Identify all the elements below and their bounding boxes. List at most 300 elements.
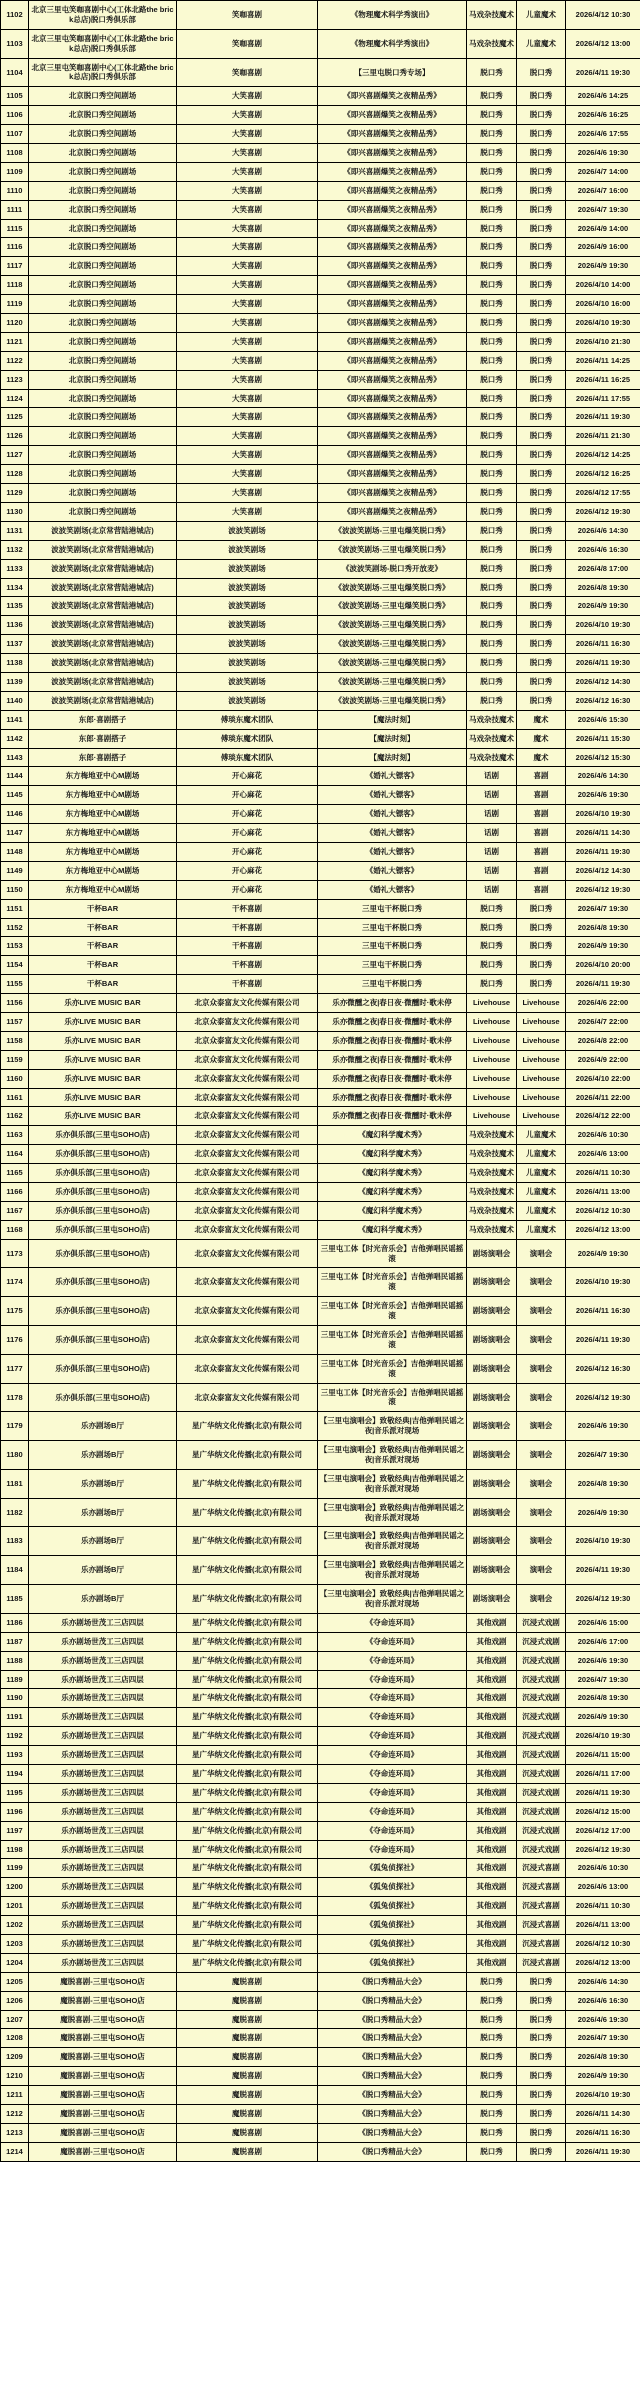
- cell-id: 1121: [1, 332, 29, 351]
- cell-subcategory: 脱口秀: [517, 1972, 566, 1991]
- cell-id: 1158: [1, 1031, 29, 1050]
- cell-title: 《夺命连环局》: [318, 1840, 467, 1859]
- cell-venue: 北京脱口秀空间剧场: [29, 238, 177, 257]
- cell-category: 脱口秀: [467, 956, 517, 975]
- table-row: [1, 1585, 640, 1614]
- cell-subcategory: 脱口秀: [517, 2104, 566, 2123]
- cell-id: 1179: [1, 1412, 29, 1441]
- cell-category: 剧场演唱会: [467, 1412, 517, 1441]
- cell-datetime: 2026/4/6 17:55: [566, 125, 640, 144]
- cell-title: 《魔幻科学魔术秀》: [318, 1201, 467, 1220]
- cell-id: 1168: [1, 1220, 29, 1239]
- table-row: [1, 1802, 640, 1821]
- cell-subcategory: 沉浸式戏剧: [517, 1708, 566, 1727]
- cell-category: 话剧: [467, 880, 517, 899]
- cell-organizer: 星广华纳文化传播(北京)有限公司: [177, 1498, 318, 1527]
- cell-organizer: 北京众泰富友文化传媒有限公司: [177, 994, 318, 1013]
- cell-category: 话剧: [467, 767, 517, 786]
- cell-venue: 乐亦剧场B厅: [29, 1556, 177, 1585]
- cell-subcategory: 脱口秀: [517, 1991, 566, 2010]
- cell-datetime: 2026/4/12 19:30: [566, 880, 640, 899]
- cell-datetime: 2026/4/11 14:25: [566, 351, 640, 370]
- cell-venue: 东方梅地亚中心M剧场: [29, 805, 177, 824]
- cell-title: 《即兴喜剧爆笑之夜精品秀》: [318, 125, 467, 144]
- cell-subcategory: 儿童魔术: [517, 1126, 566, 1145]
- table-row: [1, 1916, 640, 1935]
- cell-category: 脱口秀: [467, 389, 517, 408]
- cell-venue: 乐亦剧场B厅: [29, 1585, 177, 1614]
- cell-category: 脱口秀: [467, 144, 517, 163]
- table-row: [1, 162, 640, 181]
- table-row: [1, 1632, 640, 1651]
- cell-datetime: 2026/4/11 15:30: [566, 729, 640, 748]
- cell-title: 《脱口秀精品大会》: [318, 2048, 467, 2067]
- cell-title: 《波波笑剧场-三里屯爆笑脱口秀》: [318, 540, 467, 559]
- table-row: [1, 824, 640, 843]
- cell-venue: 乐亦剧场世茂工三店四层: [29, 1916, 177, 1935]
- table-row: [1, 710, 640, 729]
- cell-id: 1151: [1, 899, 29, 918]
- cell-id: 1133: [1, 559, 29, 578]
- cell-organizer: 开心麻花: [177, 767, 318, 786]
- cell-organizer: 星广华纳文化传播(北京)有限公司: [177, 1670, 318, 1689]
- table-row: [1, 389, 640, 408]
- cell-datetime: 2026/4/12 17:00: [566, 1821, 640, 1840]
- cell-id: 1156: [1, 994, 29, 1013]
- cell-organizer: 大笑喜剧: [177, 181, 318, 200]
- table-row: [1, 1145, 640, 1164]
- cell-subcategory: 脱口秀: [517, 2123, 566, 2142]
- cell-id: 1190: [1, 1689, 29, 1708]
- cell-datetime: 2026/4/11 16:30: [566, 635, 640, 654]
- cell-category: 脱口秀: [467, 219, 517, 238]
- cell-subcategory: Livehouse: [517, 1050, 566, 1069]
- cell-id: 1174: [1, 1268, 29, 1297]
- cell-subcategory: 脱口秀: [517, 2142, 566, 2161]
- cell-organizer: 大笑喜剧: [177, 332, 318, 351]
- cell-subcategory: Livehouse: [517, 994, 566, 1013]
- cell-id: 1211: [1, 2086, 29, 2105]
- cell-category: 脱口秀: [467, 484, 517, 503]
- cell-category: 脱口秀: [467, 125, 517, 144]
- table-row: [1, 918, 640, 937]
- cell-subcategory: 沉浸式喜剧: [517, 1953, 566, 1972]
- cell-category: 剧场演唱会: [467, 1354, 517, 1383]
- cell-venue: 乐亦LIVE MUSIC BAR: [29, 1107, 177, 1126]
- table-row: [1, 616, 640, 635]
- cell-subcategory: 沉浸式戏剧: [517, 1821, 566, 1840]
- cell-subcategory: 脱口秀: [517, 295, 566, 314]
- cell-id: 1147: [1, 824, 29, 843]
- cell-category: 脱口秀: [467, 332, 517, 351]
- cell-subcategory: 演唱会: [517, 1585, 566, 1614]
- cell-datetime: 2026/4/8 19:30: [566, 918, 640, 937]
- cell-datetime: 2026/4/10 14:00: [566, 276, 640, 295]
- cell-title: 《波波笑剧场-三里屯爆笑脱口秀》: [318, 521, 467, 540]
- cell-id: 1202: [1, 1916, 29, 1935]
- cell-category: 马戏杂技魔术: [467, 1, 517, 30]
- cell-venue: 魔脱喜剧-三里屯SOHO店: [29, 2048, 177, 2067]
- table-row: [1, 484, 640, 503]
- cell-category: 其他戏剧: [467, 1916, 517, 1935]
- table-row: [1, 1556, 640, 1585]
- performance-table-body: [1, 1, 640, 2162]
- cell-subcategory: 脱口秀: [517, 899, 566, 918]
- cell-datetime: 2026/4/9 19:30: [566, 597, 640, 616]
- cell-id: 1155: [1, 975, 29, 994]
- cell-venue: 乐亦剧场B厅: [29, 1527, 177, 1556]
- cell-organizer: 大笑喜剧: [177, 144, 318, 163]
- cell-subcategory: 喜剧: [517, 842, 566, 861]
- cell-datetime: 2026/4/9 19:30: [566, 257, 640, 276]
- cell-subcategory: 脱口秀: [517, 106, 566, 125]
- cell-subcategory: 脱口秀: [517, 578, 566, 597]
- cell-venue: 魔脱喜剧-三里屯SOHO店: [29, 2104, 177, 2123]
- cell-title: 《即兴喜剧爆笑之夜精品秀》: [318, 276, 467, 295]
- cell-venue: 东方梅地亚中心M剧场: [29, 880, 177, 899]
- cell-category: 脱口秀: [467, 616, 517, 635]
- cell-venue: 北京三里屯笑咖喜剧中心(工体北路the brick总店)脱口秀俱乐部: [29, 29, 177, 58]
- cell-datetime: 2026/4/11 17:55: [566, 389, 640, 408]
- cell-category: 脱口秀: [467, 87, 517, 106]
- cell-title: 《婚礼大镖客》: [318, 842, 467, 861]
- cell-organizer: 星广华纳文化传播(北京)有限公司: [177, 1746, 318, 1765]
- cell-category: Livehouse: [467, 1088, 517, 1107]
- cell-venue: 魔脱喜剧-三里屯SOHO店: [29, 2086, 177, 2105]
- table-row: [1, 2104, 640, 2123]
- cell-organizer: 笑咖喜剧: [177, 29, 318, 58]
- cell-title: 《婚礼大镖客》: [318, 805, 467, 824]
- cell-id: 1153: [1, 937, 29, 956]
- cell-datetime: 2026/4/11 14:30: [566, 824, 640, 843]
- cell-id: 1131: [1, 521, 29, 540]
- table-row: [1, 1031, 640, 1050]
- table-row: [1, 1689, 640, 1708]
- cell-title: 《夺命连环局》: [318, 1613, 467, 1632]
- cell-category: 话剧: [467, 786, 517, 805]
- cell-venue: 干杯BAR: [29, 899, 177, 918]
- cell-venue: 干杯BAR: [29, 975, 177, 994]
- cell-title: 《即兴喜剧爆笑之夜精品秀》: [318, 162, 467, 181]
- cell-organizer: 波波笑剧场: [177, 559, 318, 578]
- cell-datetime: 2026/4/12 16:30: [566, 691, 640, 710]
- cell-category: 脱口秀: [467, 351, 517, 370]
- cell-subcategory: 儿童魔术: [517, 29, 566, 58]
- cell-id: 1209: [1, 2048, 29, 2067]
- cell-datetime: 2026/4/10 19:30: [566, 314, 640, 333]
- cell-title: 《夺命连环局》: [318, 1764, 467, 1783]
- cell-venue: 乐亦俱乐部(三里屯SOHO店): [29, 1354, 177, 1383]
- cell-title: 《即兴喜剧爆笑之夜精品秀》: [318, 144, 467, 163]
- cell-organizer: 波波笑剧场: [177, 616, 318, 635]
- cell-id: 1184: [1, 1556, 29, 1585]
- cell-id: 1120: [1, 314, 29, 333]
- cell-venue: 东方梅地亚中心M剧场: [29, 861, 177, 880]
- cell-organizer: 星广华纳文化传播(北京)有限公司: [177, 1556, 318, 1585]
- cell-title: 乐亦微醺之夜|春日夜·微醺时·歌未停: [318, 994, 467, 1013]
- cell-id: 1148: [1, 842, 29, 861]
- cell-title: 《夺命连环局》: [318, 1821, 467, 1840]
- cell-title: 【魔法时刻】: [318, 748, 467, 767]
- cell-category: 脱口秀: [467, 2086, 517, 2105]
- cell-category: 剧场演唱会: [467, 1527, 517, 1556]
- cell-venue: 乐亦俱乐部(三里屯SOHO店): [29, 1326, 177, 1355]
- cell-subcategory: 脱口秀: [517, 370, 566, 389]
- table-row: [1, 332, 640, 351]
- cell-organizer: 傅琰东魔术团队: [177, 729, 318, 748]
- cell-category: 其他戏剧: [467, 1651, 517, 1670]
- cell-category: 剧场演唱会: [467, 1383, 517, 1412]
- cell-title: 《狐兔侦探社》: [318, 1878, 467, 1897]
- cell-datetime: 2026/4/11 19:30: [566, 842, 640, 861]
- cell-title: 《脱口秀精品大会》: [318, 1972, 467, 1991]
- table-row: [1, 1953, 640, 1972]
- cell-datetime: 2026/4/12 17:55: [566, 484, 640, 503]
- cell-subcategory: 演唱会: [517, 1268, 566, 1297]
- cell-organizer: 大笑喜剧: [177, 446, 318, 465]
- cell-venue: 北京脱口秀空间剧场: [29, 389, 177, 408]
- cell-id: 1173: [1, 1239, 29, 1268]
- cell-venue: 乐亦剧场世茂工三店四层: [29, 1632, 177, 1651]
- cell-venue: 乐亦俱乐部(三里屯SOHO店): [29, 1239, 177, 1268]
- cell-category: 其他戏剧: [467, 1613, 517, 1632]
- cell-venue: 北京脱口秀空间剧场: [29, 276, 177, 295]
- cell-category: 脱口秀: [467, 408, 517, 427]
- cell-organizer: 魔脱喜剧: [177, 1972, 318, 1991]
- cell-category: 脱口秀: [467, 521, 517, 540]
- cell-datetime: 2026/4/7 16:00: [566, 181, 640, 200]
- cell-datetime: 2026/4/6 16:30: [566, 1991, 640, 2010]
- cell-id: 1164: [1, 1145, 29, 1164]
- cell-title: 《即兴喜剧爆笑之夜精品秀》: [318, 465, 467, 484]
- cell-title: 三里屯干杯脱口秀: [318, 899, 467, 918]
- cell-title: 《脱口秀精品大会》: [318, 2029, 467, 2048]
- cell-venue: 乐亦俱乐部(三里屯SOHO店): [29, 1383, 177, 1412]
- cell-datetime: 2026/4/11 19:30: [566, 1326, 640, 1355]
- cell-venue: 波波笑剧场(北京常营陆港城店): [29, 597, 177, 616]
- cell-title: 《婚礼大镖客》: [318, 824, 467, 843]
- cell-subcategory: 喜剧: [517, 824, 566, 843]
- cell-category: 脱口秀: [467, 446, 517, 465]
- table-row: [1, 1107, 640, 1126]
- table-row: [1, 654, 640, 673]
- cell-datetime: 2026/4/11 16:30: [566, 2123, 640, 2142]
- cell-id: 1182: [1, 1498, 29, 1527]
- cell-organizer: 星广华纳文化传播(北京)有限公司: [177, 1441, 318, 1470]
- cell-organizer: 星广华纳文化传播(北京)有限公司: [177, 1934, 318, 1953]
- cell-datetime: 2026/4/11 10:30: [566, 1164, 640, 1183]
- table-row: [1, 1412, 640, 1441]
- cell-subcategory: 脱口秀: [517, 162, 566, 181]
- cell-organizer: 星广华纳文化传播(北京)有限公司: [177, 1897, 318, 1916]
- cell-organizer: 星广华纳文化传播(北京)有限公司: [177, 1783, 318, 1802]
- cell-datetime: 2026/4/12 15:30: [566, 748, 640, 767]
- table-row: [1, 29, 640, 58]
- cell-datetime: 2026/4/6 16:25: [566, 106, 640, 125]
- cell-subcategory: 脱口秀: [517, 540, 566, 559]
- cell-datetime: 2026/4/9 19:30: [566, 1498, 640, 1527]
- cell-datetime: 2026/4/10 19:30: [566, 2086, 640, 2105]
- cell-id: 1201: [1, 1897, 29, 1916]
- table-row: [1, 1708, 640, 1727]
- cell-title: 《脱口秀精品大会》: [318, 2086, 467, 2105]
- cell-organizer: 傅琰东魔术团队: [177, 710, 318, 729]
- cell-id: 1130: [1, 502, 29, 521]
- cell-organizer: 波波笑剧场: [177, 597, 318, 616]
- table-row: [1, 559, 640, 578]
- cell-organizer: 笑咖喜剧: [177, 1, 318, 30]
- cell-subcategory: 儿童魔术: [517, 1220, 566, 1239]
- cell-datetime: 2026/4/11 19:30: [566, 975, 640, 994]
- cell-id: 1135: [1, 597, 29, 616]
- cell-datetime: 2026/4/12 10:30: [566, 1201, 640, 1220]
- table-row: [1, 1239, 640, 1268]
- cell-id: 1212: [1, 2104, 29, 2123]
- cell-venue: 乐亦剧场B厅: [29, 1412, 177, 1441]
- cell-datetime: 2026/4/9 19:30: [566, 1708, 640, 1727]
- cell-subcategory: 脱口秀: [517, 691, 566, 710]
- cell-organizer: 干杯喜剧: [177, 937, 318, 956]
- table-row: [1, 106, 640, 125]
- cell-id: 1208: [1, 2029, 29, 2048]
- cell-subcategory: 沉浸式戏剧: [517, 1670, 566, 1689]
- cell-datetime: 2026/4/12 10:30: [566, 1, 640, 30]
- cell-datetime: 2026/4/10 19:30: [566, 1727, 640, 1746]
- table-row: [1, 1764, 640, 1783]
- cell-id: 1149: [1, 861, 29, 880]
- cell-venue: 魔脱喜剧-三里屯SOHO店: [29, 2142, 177, 2161]
- cell-title: 乐亦微醺之夜|春日夜·微醺时·歌未停: [318, 1107, 467, 1126]
- table-row: [1, 58, 640, 87]
- cell-category: 脱口秀: [467, 672, 517, 691]
- cell-id: 1197: [1, 1821, 29, 1840]
- cell-category: 剧场演唱会: [467, 1585, 517, 1614]
- table-row: [1, 219, 640, 238]
- cell-subcategory: 沉浸式喜剧: [517, 1934, 566, 1953]
- cell-category: 马戏杂技魔术: [467, 729, 517, 748]
- cell-organizer: 北京众泰富友文化传媒有限公司: [177, 1201, 318, 1220]
- cell-category: Livehouse: [467, 1069, 517, 1088]
- cell-venue: 乐亦剧场世茂工三店四层: [29, 1934, 177, 1953]
- cell-subcategory: 脱口秀: [517, 200, 566, 219]
- cell-venue: 干杯BAR: [29, 918, 177, 937]
- cell-venue: 乐亦剧场B厅: [29, 1498, 177, 1527]
- cell-category: 剧场演唱会: [467, 1297, 517, 1326]
- cell-category: 其他戏剧: [467, 1953, 517, 1972]
- table-row: [1, 2048, 640, 2067]
- table-row: [1, 502, 640, 521]
- cell-venue: 乐亦剧场世茂工三店四层: [29, 1651, 177, 1670]
- cell-title: 《夺命连环局》: [318, 1651, 467, 1670]
- cell-id: 1207: [1, 2010, 29, 2029]
- cell-venue: 北京三里屯笑咖喜剧中心(工体北路the brick总店)脱口秀俱乐部: [29, 58, 177, 87]
- cell-id: 1140: [1, 691, 29, 710]
- cell-venue: 魔脱喜剧-三里屯SOHO店: [29, 2067, 177, 2086]
- cell-datetime: 2026/4/7 19:30: [566, 2029, 640, 2048]
- cell-title: 《婚礼大镖客》: [318, 861, 467, 880]
- cell-organizer: 星广华纳文化传播(北京)有限公司: [177, 1469, 318, 1498]
- cell-datetime: 2026/4/10 21:30: [566, 332, 640, 351]
- cell-id: 1162: [1, 1107, 29, 1126]
- cell-id: 1129: [1, 484, 29, 503]
- cell-venue: 北京脱口秀空间剧场: [29, 106, 177, 125]
- cell-category: 其他戏剧: [467, 1708, 517, 1727]
- cell-category: Livehouse: [467, 994, 517, 1013]
- table-row: [1, 144, 640, 163]
- cell-id: 1199: [1, 1859, 29, 1878]
- cell-title: 乐亦微醺之夜|春日夜·微醺时·歌未停: [318, 1012, 467, 1031]
- table-row: [1, 1613, 640, 1632]
- cell-datetime: 2026/4/6 14:30: [566, 521, 640, 540]
- table-row: [1, 861, 640, 880]
- cell-title: 《狐兔侦探社》: [318, 1897, 467, 1916]
- cell-id: 1106: [1, 106, 29, 125]
- cell-id: 1205: [1, 1972, 29, 1991]
- cell-subcategory: 脱口秀: [517, 58, 566, 87]
- cell-category: 脱口秀: [467, 691, 517, 710]
- cell-datetime: 2026/4/8 19:30: [566, 1469, 640, 1498]
- cell-organizer: 北京众泰富友文化传媒有限公司: [177, 1069, 318, 1088]
- cell-category: 剧场演唱会: [467, 1326, 517, 1355]
- cell-venue: 乐亦俱乐部(三里屯SOHO店): [29, 1201, 177, 1220]
- cell-organizer: 北京众泰富友文化传媒有限公司: [177, 1012, 318, 1031]
- cell-venue: 乐亦LIVE MUSIC BAR: [29, 1050, 177, 1069]
- cell-title: 《即兴喜剧爆笑之夜精品秀》: [318, 427, 467, 446]
- cell-venue: 乐亦俱乐部(三里屯SOHO店): [29, 1145, 177, 1164]
- table-row: [1, 1469, 640, 1498]
- cell-title: 乐亦微醺之夜|春日夜·微醺时·歌未停: [318, 1031, 467, 1050]
- cell-category: 脱口秀: [467, 2104, 517, 2123]
- cell-category: 脱口秀: [467, 937, 517, 956]
- cell-category: 马戏杂技魔术: [467, 1183, 517, 1202]
- cell-subcategory: 脱口秀: [517, 125, 566, 144]
- cell-venue: 乐亦LIVE MUSIC BAR: [29, 1069, 177, 1088]
- cell-organizer: 星广华纳文化传播(北京)有限公司: [177, 1802, 318, 1821]
- cell-organizer: 北京众泰富友文化传媒有限公司: [177, 1354, 318, 1383]
- cell-subcategory: 喜剧: [517, 880, 566, 899]
- cell-organizer: 魔脱喜剧: [177, 2142, 318, 2161]
- cell-organizer: 波波笑剧场: [177, 578, 318, 597]
- cell-organizer: 大笑喜剧: [177, 200, 318, 219]
- cell-id: 1143: [1, 748, 29, 767]
- cell-category: 马戏杂技魔术: [467, 710, 517, 729]
- cell-title: 《夺命连环局》: [318, 1689, 467, 1708]
- cell-subcategory: 魔术: [517, 748, 566, 767]
- cell-title: 《夺命连环局》: [318, 1670, 467, 1689]
- table-row: [1, 880, 640, 899]
- cell-datetime: 2026/4/10 22:00: [566, 1069, 640, 1088]
- cell-category: 马戏杂技魔术: [467, 748, 517, 767]
- table-row: [1, 2123, 640, 2142]
- cell-subcategory: 演唱会: [517, 1326, 566, 1355]
- cell-datetime: 2026/4/11 16:25: [566, 370, 640, 389]
- cell-venue: 波波笑剧场(北京常营陆港城店): [29, 559, 177, 578]
- cell-title: 《即兴喜剧爆笑之夜精品秀》: [318, 446, 467, 465]
- cell-id: 1136: [1, 616, 29, 635]
- cell-subcategory: 沉浸式喜剧: [517, 1897, 566, 1916]
- cell-datetime: 2026/4/7 19:30: [566, 200, 640, 219]
- table-row: [1, 842, 640, 861]
- cell-title: 《夺命连环局》: [318, 1802, 467, 1821]
- cell-datetime: 2026/4/8 19:30: [566, 2048, 640, 2067]
- cell-datetime: 2026/4/12 14:30: [566, 672, 640, 691]
- cell-organizer: 北京众泰富友文化传媒有限公司: [177, 1088, 318, 1107]
- cell-organizer: 波波笑剧场: [177, 654, 318, 673]
- cell-id: 1145: [1, 786, 29, 805]
- cell-organizer: 大笑喜剧: [177, 502, 318, 521]
- cell-venue: 波波笑剧场(北京常营陆港城店): [29, 672, 177, 691]
- cell-subcategory: Livehouse: [517, 1107, 566, 1126]
